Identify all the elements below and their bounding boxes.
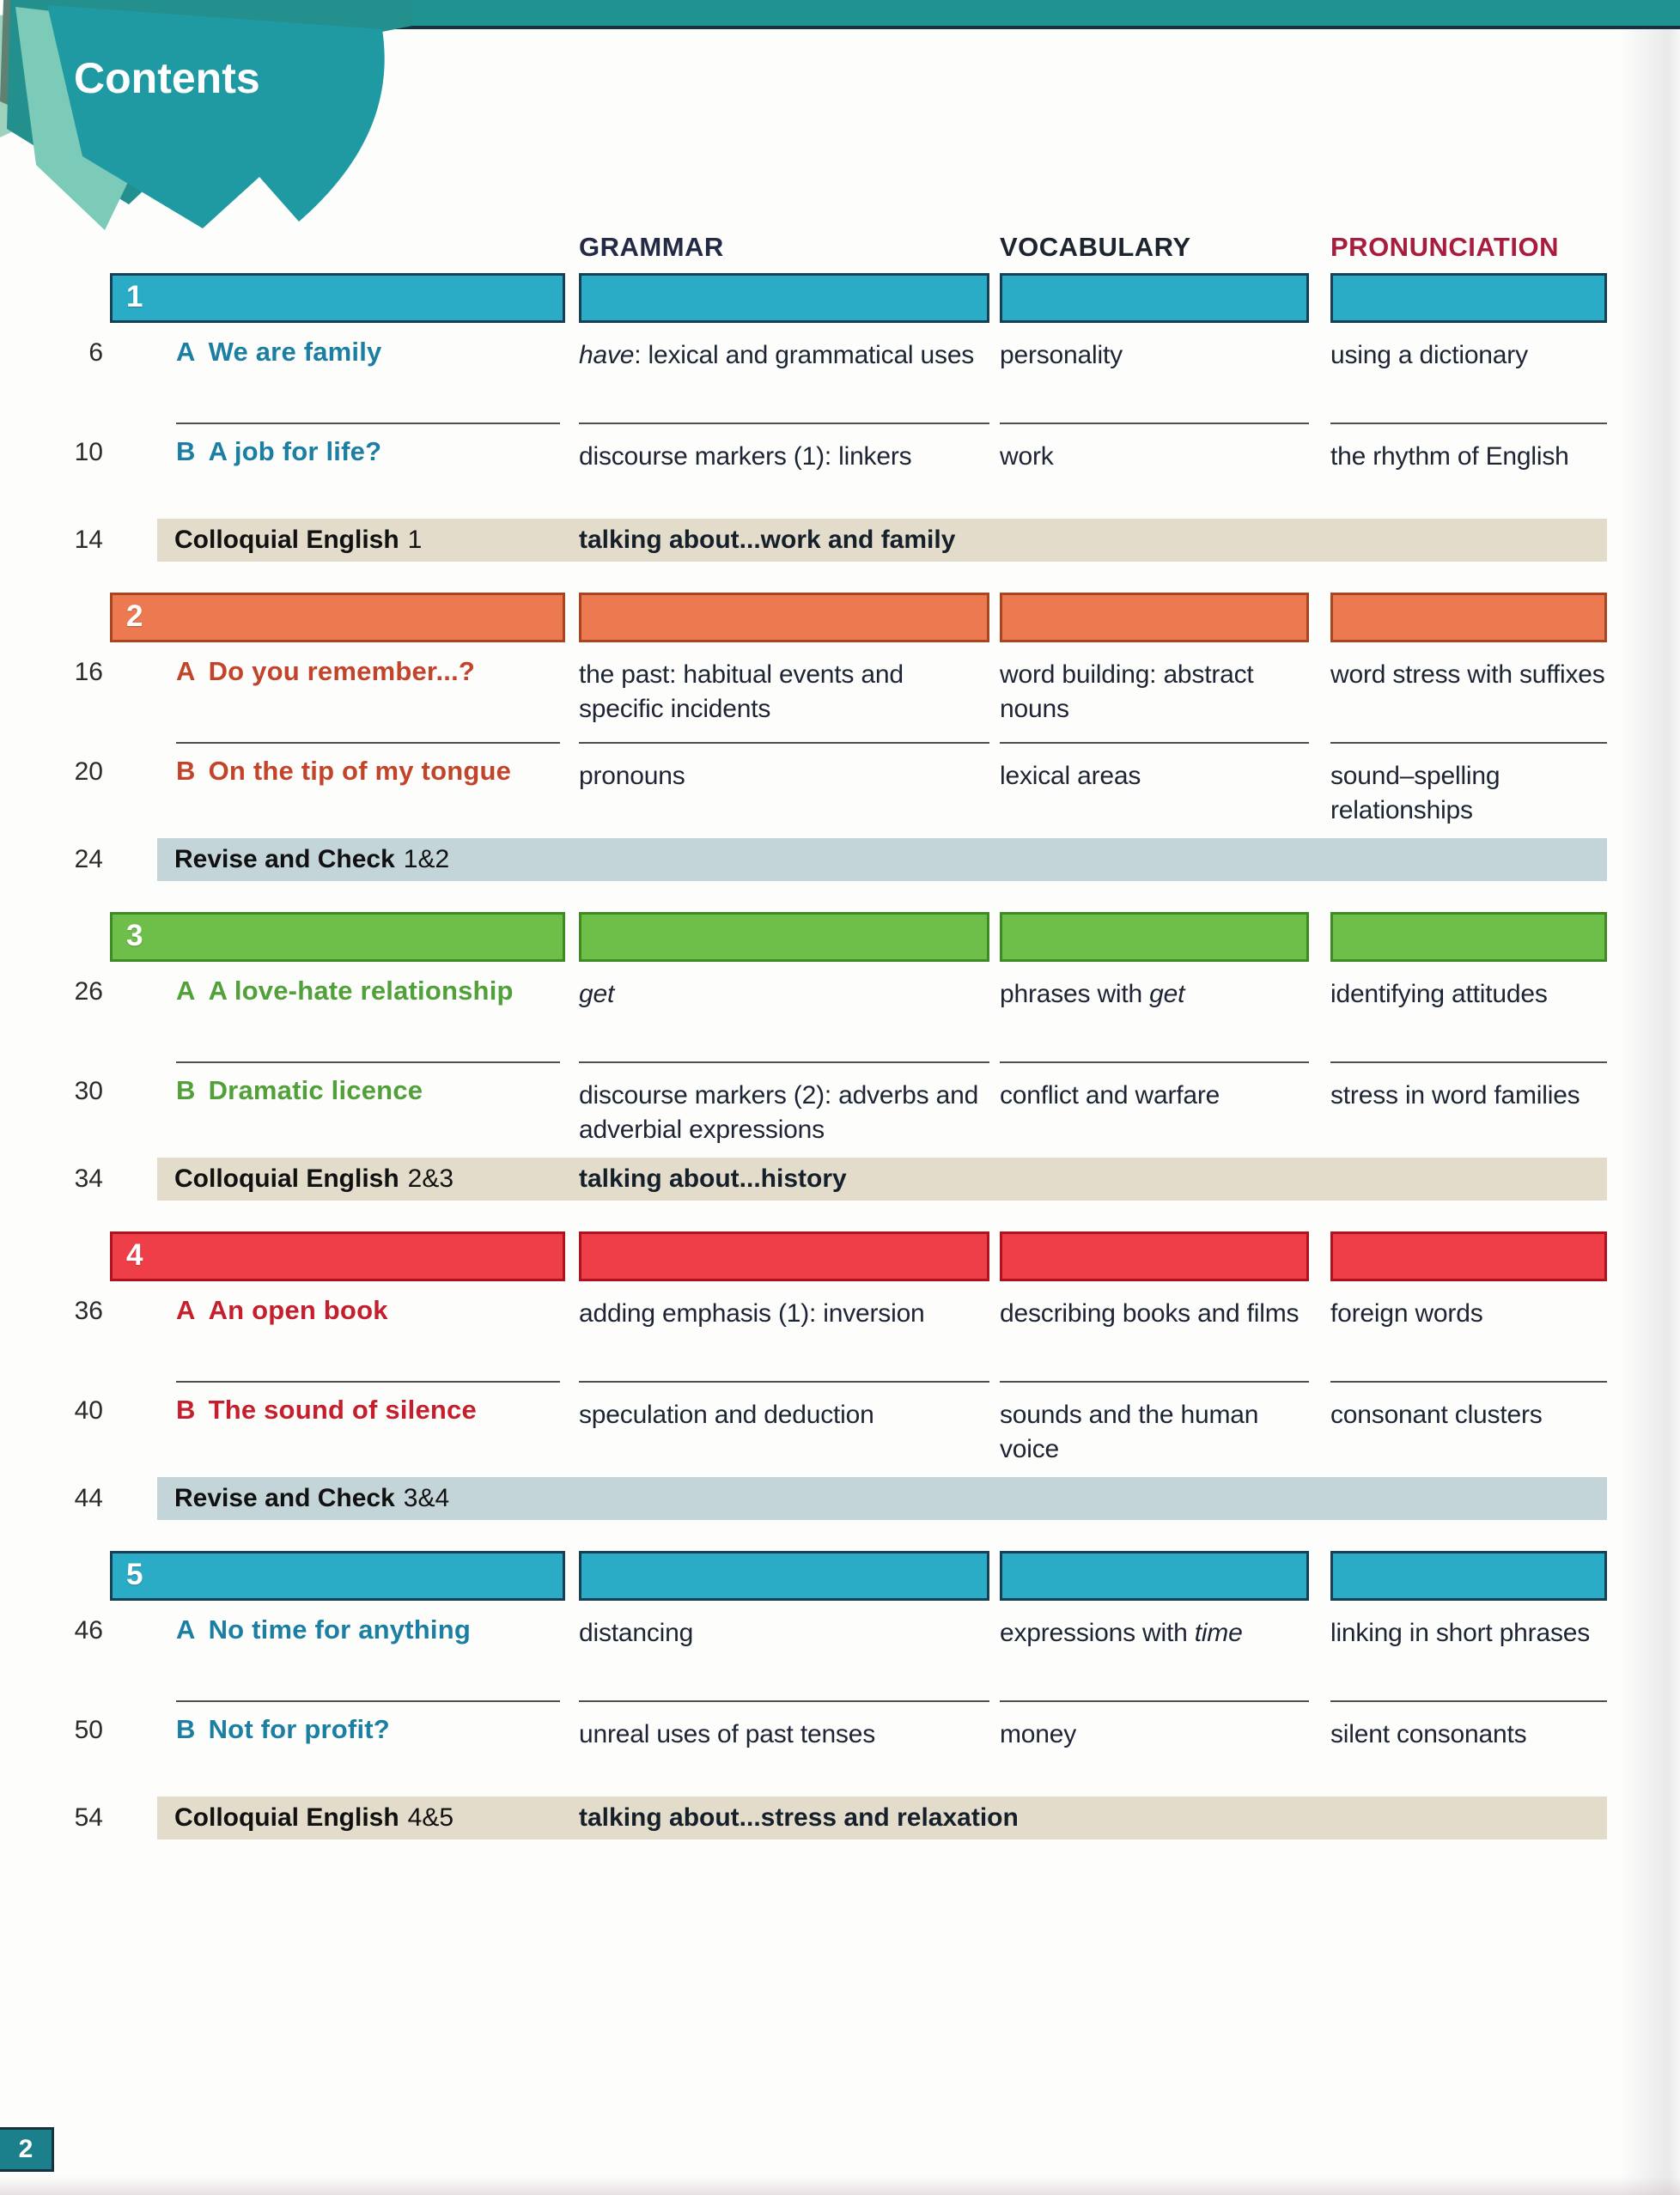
vocabulary-column-bar <box>1000 912 1309 962</box>
pronunciation-cell: stress in word families <box>1330 1061 1607 1158</box>
pronunciation-column-header: PRONUNCIATION <box>1330 232 1559 262</box>
vocabulary-cell: work <box>1000 423 1309 519</box>
band-page-number: 44 <box>74 1484 103 1512</box>
lesson-row-4b <box>0 1381 1607 1477</box>
band-label: Revise and Check 1&2 <box>174 845 450 873</box>
lesson-letter: A <box>176 337 196 367</box>
column-header-row <box>0 206 1607 273</box>
grammar-cell: speculation and deduction <box>579 1381 989 1477</box>
vocabulary-cell: word building: abstract nouns <box>1000 660 1254 723</box>
revise-and-check-band <box>157 1477 1607 1520</box>
vocabulary-cell: describing books and films <box>1000 1299 1300 1328</box>
lesson-title-text: Dramatic licence <box>208 1075 423 1105</box>
grammar-cell: have: lexical and grammatical uses <box>579 341 975 369</box>
lesson-title-text: An open book <box>208 1295 388 1325</box>
band-page-number: 54 <box>74 1803 103 1832</box>
vocabulary-column-header: VOCABULARY <box>1000 232 1191 262</box>
lesson-page-number: 30 <box>74 1077 103 1105</box>
lesson-row-3a <box>0 962 1607 1061</box>
vocabulary-column-bar <box>1000 593 1309 642</box>
unit-number: 5 <box>126 1558 143 1591</box>
pronunciation-cell: linking in short phrases <box>1330 1619 1591 1647</box>
lesson-letter: B <box>176 1075 196 1105</box>
vocabulary-cell: expressions with time <box>1000 1619 1243 1647</box>
vocabulary-column-bar <box>1000 273 1309 323</box>
lesson-letter: B <box>176 436 196 466</box>
pronunciation-cell: identifying attitudes <box>1330 980 1548 1008</box>
lesson-page-number: 36 <box>74 1297 103 1325</box>
lesson-letter: A <box>176 656 196 686</box>
grammar-column-bar <box>579 912 989 962</box>
unit-3 <box>0 912 1607 1201</box>
unit-2 <box>0 593 1607 881</box>
grammar-column-bar <box>579 1551 989 1601</box>
unit-number-bar <box>110 1551 565 1601</box>
vocabulary-cell: phrases with get <box>1000 980 1185 1008</box>
unit-number: 4 <box>126 1238 143 1272</box>
lesson-page-number: 26 <box>74 977 103 1006</box>
lesson-row-5b <box>0 1700 1607 1797</box>
unit-5 <box>0 1551 1607 1839</box>
grammar-column-bar <box>579 273 989 323</box>
revise-check-row-1 <box>0 838 1607 881</box>
lesson-page-number: 50 <box>74 1716 103 1744</box>
unit-2-bar-row <box>0 593 1607 642</box>
revise-check-row-2 <box>0 1477 1607 1520</box>
lesson-title-text: On the tip of my tongue <box>208 756 512 786</box>
lesson-title-text: The sound of silence <box>208 1395 477 1425</box>
unit-4-bar-row <box>0 1231 1607 1281</box>
lesson-letter: B <box>176 1714 196 1744</box>
page-edge-shadow-bottom <box>0 2176 1680 2195</box>
page-number-badge: 2 <box>0 2127 54 2172</box>
lesson-letter: A <box>176 976 196 1006</box>
pronunciation-column-bar <box>1330 912 1607 962</box>
lesson-page-number: 10 <box>74 438 103 466</box>
revise-and-check-band <box>157 838 1607 881</box>
unit-1-bar-row <box>0 273 1607 323</box>
colloquial-english-row-3 <box>0 1797 1607 1839</box>
lesson-letter: B <box>176 756 196 786</box>
lesson-title-text: Do you remember...? <box>208 656 476 686</box>
colloquial-english-band <box>157 519 1607 562</box>
unit-1 <box>0 273 1607 562</box>
pronunciation-cell: foreign words <box>1330 1299 1483 1328</box>
pronunciation-column-bar <box>1330 273 1607 323</box>
unit-number-bar <box>110 273 565 323</box>
lesson-title <box>110 962 565 1061</box>
grammar-cell: discourse markers (1): linkers <box>579 423 989 519</box>
pronunciation-cell: silent consonants <box>1330 1700 1607 1797</box>
vocabulary-cell: sounds and the human voice <box>1000 1381 1309 1477</box>
unit-4 <box>0 1231 1607 1520</box>
unit-number-bar <box>110 912 565 962</box>
lesson-row-2a <box>0 642 1607 742</box>
lesson-title <box>110 1281 565 1381</box>
vocabulary-cell: conflict and warfare <box>1000 1061 1309 1158</box>
lesson-title <box>110 1061 565 1158</box>
grammar-cell: adding emphasis (1): inversion <box>579 1299 925 1328</box>
vocabulary-column-bar <box>1000 1551 1309 1601</box>
colloquial-english-band <box>157 1158 1607 1201</box>
grammar-cell: discourse markers (2): adverbs and adverbial expressions <box>579 1061 989 1158</box>
lesson-title-text: Not for profit? <box>208 1714 390 1744</box>
lesson-page-number: 16 <box>74 658 103 686</box>
top-teal-band <box>249 0 1680 29</box>
grammar-column-header: GRAMMAR <box>579 232 724 262</box>
lesson-title <box>110 1381 565 1477</box>
grammar-cell: get <box>579 980 615 1008</box>
lesson-row-3b <box>0 1061 1607 1158</box>
pronunciation-cell: the rhythm of English <box>1330 423 1607 519</box>
band-label: Colloquial English 2&3 <box>174 1164 454 1193</box>
band-description: talking about...history <box>579 1164 847 1193</box>
pronunciation-cell: sound–spelling relationships <box>1330 742 1607 838</box>
unit-number: 3 <box>126 919 143 952</box>
colloquial-english-row-2 <box>0 1158 1607 1201</box>
lesson-title <box>110 1700 565 1797</box>
lesson-row-1b <box>0 423 1607 519</box>
page-edge-shadow-right <box>1620 29 1680 2195</box>
band-page-number: 24 <box>74 845 103 873</box>
colloquial-english-row-1 <box>0 519 1607 562</box>
lesson-title <box>110 1601 565 1700</box>
grammar-cell: the past: habitual events and specific incidents <box>579 660 904 723</box>
lesson-row-4a <box>0 1281 1607 1381</box>
lesson-title-text: A love-hate relationship <box>208 976 514 1006</box>
grammar-column-bar <box>579 1231 989 1281</box>
band-label: Colloquial English 1 <box>174 526 423 554</box>
band-page-number: 14 <box>74 526 103 554</box>
grammar-cell: pronouns <box>579 742 989 838</box>
unit-3-bar-row <box>0 912 1607 962</box>
unit-5-bar-row <box>0 1551 1607 1601</box>
band-label: Revise and Check 3&4 <box>174 1484 450 1512</box>
unit-number-bar <box>110 593 565 642</box>
grammar-cell: distancing <box>579 1619 694 1647</box>
lesson-title <box>110 642 565 742</box>
vocabulary-column-bar <box>1000 1231 1309 1281</box>
unit-number: 2 <box>126 599 143 633</box>
lesson-title-text: We are family <box>208 337 382 367</box>
lesson-title-text: A job for life? <box>208 436 382 466</box>
lesson-title <box>110 742 565 838</box>
lesson-page-number: 6 <box>88 338 103 367</box>
lesson-row-1a <box>0 323 1607 423</box>
unit-number-bar <box>110 1231 565 1281</box>
band-description: talking about...work and family <box>579 526 956 554</box>
lesson-page-number: 40 <box>74 1396 103 1425</box>
lesson-title <box>110 423 565 519</box>
lesson-title-text: No time for anything <box>208 1614 471 1645</box>
pronunciation-column-bar <box>1330 1231 1607 1281</box>
pronunciation-column-bar <box>1330 593 1607 642</box>
lesson-row-2b <box>0 742 1607 838</box>
colloquial-english-band <box>157 1797 1607 1839</box>
band-label: Colloquial English 4&5 <box>174 1803 454 1832</box>
grammar-cell: unreal uses of past tenses <box>579 1700 989 1797</box>
grammar-column-bar <box>579 593 989 642</box>
pronunciation-cell: using a dictionary <box>1330 341 1528 369</box>
lesson-row-5a <box>0 1601 1607 1700</box>
page-title: Contents <box>74 54 260 102</box>
pronunciation-cell: consonant clusters <box>1330 1381 1607 1477</box>
pronunciation-column-bar <box>1330 1551 1607 1601</box>
lesson-title <box>110 323 565 423</box>
pronunciation-cell: word stress with suffixes <box>1330 660 1605 689</box>
lesson-page-number: 46 <box>74 1616 103 1645</box>
lesson-letter: A <box>176 1295 196 1325</box>
vocabulary-cell: money <box>1000 1700 1309 1797</box>
lesson-page-number: 20 <box>74 757 103 786</box>
lesson-letter: A <box>176 1614 196 1645</box>
vocabulary-cell: lexical areas <box>1000 742 1309 838</box>
lesson-letter: B <box>176 1395 196 1425</box>
unit-number: 1 <box>126 280 143 313</box>
vocabulary-cell: personality <box>1000 341 1123 369</box>
band-description: talking about...stress and relaxation <box>579 1803 1019 1832</box>
band-page-number: 34 <box>74 1164 103 1193</box>
table-of-contents <box>0 206 1607 1870</box>
